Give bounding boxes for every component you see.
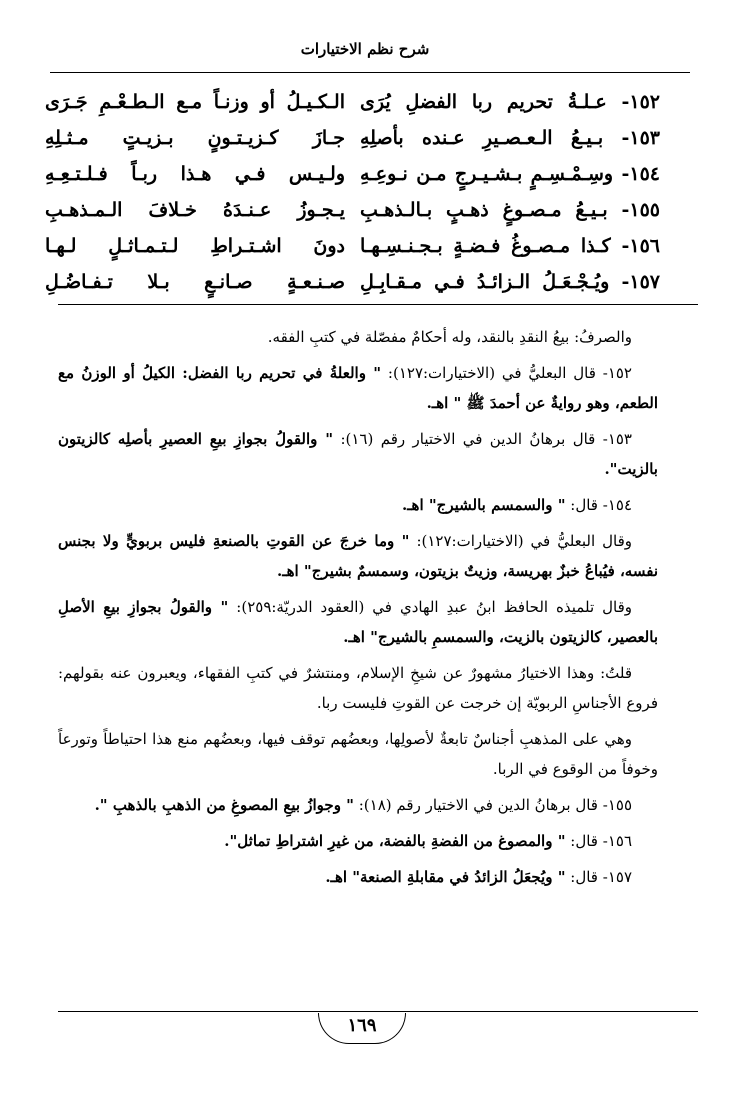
paragraph [58, 424, 658, 484]
paragraph-text: وهي على المذهبِ أجناسٌ تابعةٌ لأصولِها، وبعضُهم توقف فيها، وبعضُهم منع هذا احتياطاً وتورعاً وخوفاً من الوقوع في الربا. [58, 730, 658, 778]
citation: وقال البعليُّ في (الاختيارات:١٢٧): [409, 532, 632, 550]
citation: ١٥٧- قال: [565, 868, 632, 886]
quotation: " والقولُ بجوازِ بيعِ الأصلِ بالعصير، كالزيتون بالزيت، والسمسمِ بالشيرج" اهـ. [58, 598, 658, 646]
verse-first-hemistich: ١٥٢- عـلـةُ تحريم ربا الفضلِ يُرَى [360, 91, 660, 113]
verse-154 [45, 156, 660, 192]
verse-second-hemistich: ولـيـس فـي هـذا ربـاً فـلـتـعِـهِ [45, 163, 345, 185]
paragraph [58, 592, 658, 652]
footer-rule [58, 1011, 698, 1012]
quotation: " والقولُ بجوازِ بيعِ العصيرِ بأصلِه كالزيتون بالزيت". [58, 430, 658, 478]
verse-first-hemistich: ١٥٧- ويُـجْـعَـلُ الـزائـدُ فـي مـقـابِـلِ [360, 271, 660, 293]
quotation: " والسمسم بالشيرج" اهـ. [401, 496, 566, 514]
quotation: " وما خرجَ عن القوتِ بالصنعةِ فليس بربويٍّ ولا بجنس نفسه، فيُباعُ خبزٌ بهريسة، وزيتٌ بزيتون، وسمسمٌ بشيرج" اهـ. [58, 532, 658, 580]
verse-second-hemistich: الـكـيـلُ أو وزنـاً مـع الـطـعْـمِ جَـرَى [45, 91, 345, 113]
paragraph [58, 826, 658, 856]
quotation: " والعلةُ في تحريم ربا الفضل: الكيلُ أو الوزنُ مع الطعم، وهو روايةٌ عن أحمدَ ﷺ " اهـ. [58, 364, 658, 412]
verse-first-hemistich: ١٥٦- كـذا مـصـوغُ فـضـةٍ بـجـنـسِـهـا [360, 235, 660, 257]
paragraph [58, 526, 658, 586]
commentary-text [58, 322, 658, 898]
verse-first-hemistich: ١٥٥- بـيـعُ مـصـوغٍ ذهـبٍ بـالـذهـبِ [360, 199, 660, 221]
paragraph [58, 322, 658, 352]
quotation: " والمصوغ من الفضةِ بالفضة، من غيرِ اشتراطِ تماثل". [224, 832, 566, 850]
quotation: " ويُجعَلُ الزائدُ في مقابلةِ الصنعة" اهـ. [325, 868, 566, 886]
verse-153 [45, 120, 660, 156]
citation: ١٥٥- قال برهانُ الدين في الاختيار رقم (١٨): [353, 796, 632, 814]
verse-157 [45, 264, 660, 300]
citation: وقال تلميذه الحافظ ابنُ عبدِ الهادي في (العقود الدريّة:٢٥٩): [228, 598, 632, 616]
verse-155 [45, 192, 660, 228]
paragraph-text: والصرفُ: بيعُ النقدِ بالنقد، وله أحكامٌ مفصّلة في كتبِ الفقه. [267, 328, 632, 346]
header-rule [50, 72, 690, 73]
verse-156 [45, 228, 660, 264]
verse-first-hemistich: ١٥٣- بـيـعُ الـعـصـيرِ عـنده بأصلِهِ [360, 127, 660, 149]
paragraph [58, 658, 658, 718]
verse-second-hemistich: جـازَ كـزيـتـونٍ بـزيـتٍ مـثـلِهِ [45, 127, 345, 149]
page-number: ١٦٩ [318, 1013, 406, 1044]
verse-second-hemistich: دونَ اشـتـراطِ لـتـمـاثـلٍ لـهـا [45, 235, 345, 257]
verse-152 [45, 84, 660, 120]
paragraph [58, 358, 658, 418]
verse-second-hemistich: صـنـعـةٍ صـانـعٍ بـلا تـفـاضُـلِ [45, 271, 345, 293]
citation: ١٥٢- قال البعليُّ في (الاختيارات:١٢٧): [381, 364, 632, 382]
quotation: " وجوازُ بيعِ المصوغِ من الذهبِ بالذهبِ ". [94, 796, 354, 814]
citation: ١٥٦- قال: [565, 832, 632, 850]
paragraph-text: قلتُ: وهذا الاختيارُ مشهورٌ عن شيخِ الإسلام، ومنتشرٌ في كتبِ الفقهاء، ويعبرون عنه بقولهم: فروع الأجناسِ الربويّة إن خرجت عن القوتِ فليست ربا. [58, 664, 658, 712]
paragraph [58, 724, 658, 784]
verse-first-hemistich: ١٥٤- وسِـمْـسِـمٍ بـشـيـرجٍ مـن نـوعِـهِ [360, 163, 660, 185]
paragraph [58, 790, 658, 820]
paragraph [58, 490, 658, 520]
paragraph [58, 862, 658, 892]
section-divider [58, 304, 698, 305]
verse-second-hemistich: يـجـوزُ عـنـدَهُ خـلافَ الـمـذهـبِ [45, 199, 345, 221]
citation: ١٥٤- قال: [565, 496, 632, 514]
citation: ١٥٣- قال برهانُ الدين في الاختيار رقم (١٦): [333, 430, 632, 448]
poem-verses [45, 84, 660, 300]
running-header: شرح نظم الاختيارات [300, 40, 430, 58]
